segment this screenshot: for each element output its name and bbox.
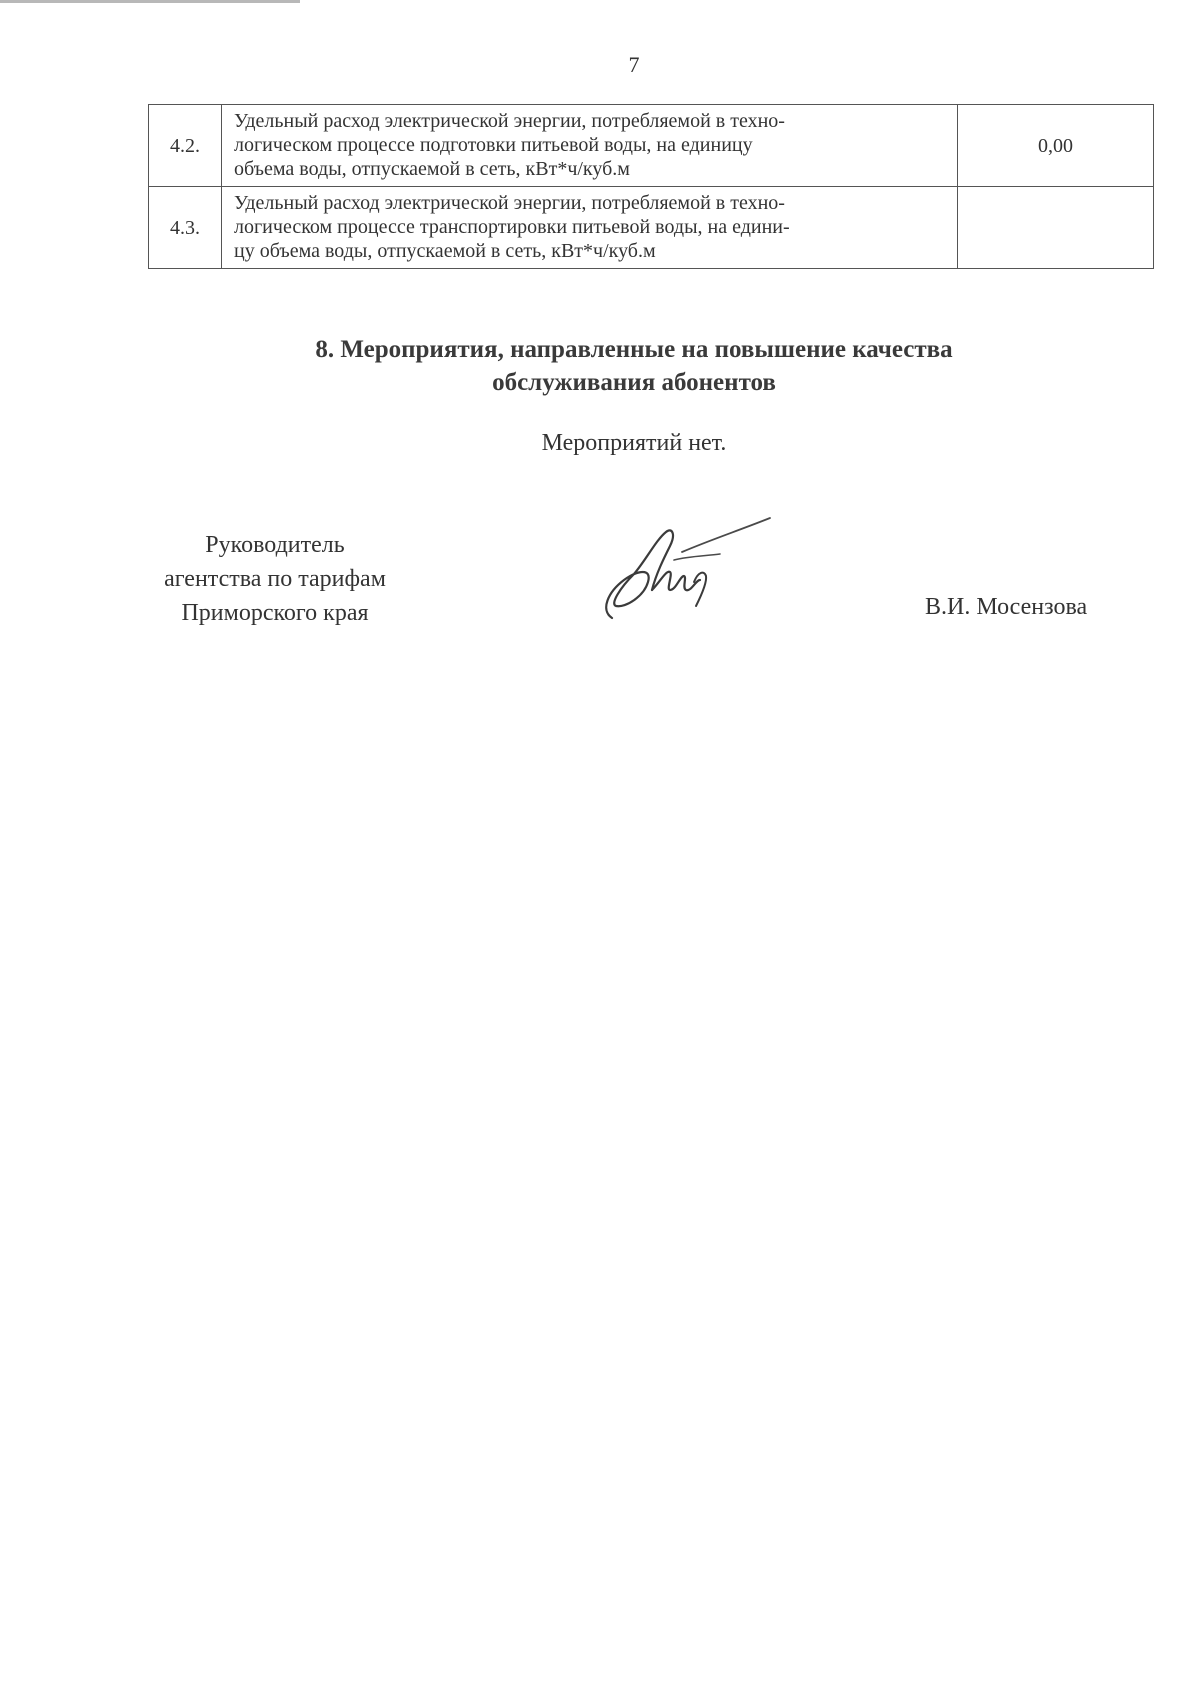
row-value: 0,00 (958, 105, 1154, 187)
description-line: логическом процессе транспортировки питьевой воды, на едини- (234, 216, 790, 238)
signer-position-line: агентства по тарифам (164, 566, 386, 592)
row-description (222, 105, 958, 187)
row-value (958, 187, 1154, 269)
table-row (149, 105, 1154, 187)
section-title-line: обслуживания абонентов (492, 369, 776, 396)
section-note: Мероприятий нет. (541, 430, 727, 456)
indicators-table (148, 104, 1154, 269)
row-description (222, 187, 958, 269)
signer-name: В.И. Мосензова (925, 594, 1088, 620)
description-line: Удельный расход электрической энергии, потребляемой в техно- (234, 110, 785, 132)
description-line: логическом процессе подготовки питьевой воды, на единицу (234, 134, 753, 156)
page-number: 7 (628, 52, 640, 77)
scan-artifact-line (0, 0, 300, 3)
description-line: Удельный расход электрической энергии, потребляемой в техно- (234, 192, 785, 214)
signer-position-line: Приморского края (181, 600, 369, 626)
row-number: 4.3. (149, 187, 222, 269)
signer-position-line: Руководитель (205, 532, 345, 558)
description-line: объема воды, отпускаемой в сеть, кВт*ч/куб.м (234, 158, 630, 180)
section-title-line: 8. Мероприятия, направленные на повышение качества (315, 336, 953, 363)
row-number: 4.2. (149, 105, 222, 187)
section-title (0, 333, 1200, 399)
handwritten-signature (590, 510, 780, 630)
description-line: цу объема воды, отпускаемой в сеть, кВт*ч/куб.м (234, 240, 656, 262)
signer-position (140, 528, 410, 630)
table-row (149, 187, 1154, 269)
